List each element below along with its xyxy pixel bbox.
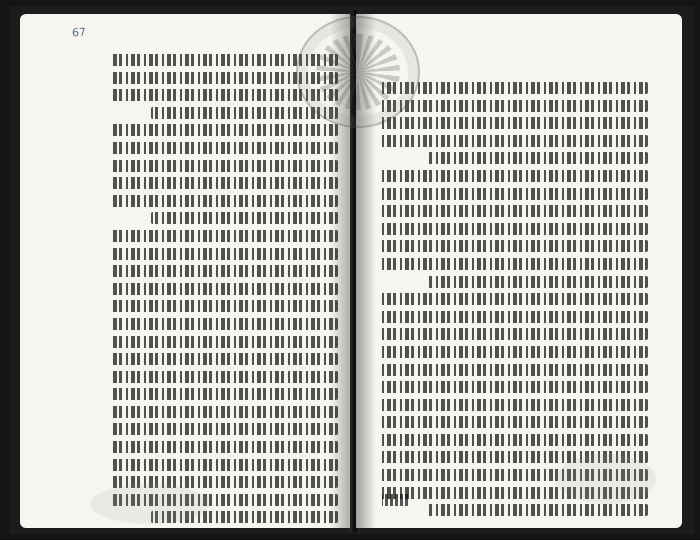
script-line <box>380 188 648 200</box>
script-line <box>110 459 338 471</box>
paper-stain <box>556 454 656 504</box>
script-line <box>380 205 648 217</box>
script-line <box>380 328 648 340</box>
script-line <box>380 223 648 235</box>
library-seal-stamp <box>296 16 420 128</box>
catchword <box>382 494 408 506</box>
manuscript-spread <box>10 6 694 534</box>
script-line <box>110 406 338 418</box>
script-line <box>110 142 338 154</box>
script-line <box>380 364 648 376</box>
script-line <box>380 346 648 358</box>
script-line <box>380 258 648 270</box>
script-line <box>380 311 648 323</box>
script-line <box>380 170 648 182</box>
folio-number: 67 <box>71 25 87 40</box>
script-line <box>110 177 338 189</box>
script-line <box>110 318 338 330</box>
script-line <box>380 82 648 94</box>
paper-stain <box>90 484 210 524</box>
script-line <box>110 265 338 277</box>
script-line <box>110 283 338 295</box>
script-line <box>428 504 648 516</box>
script-line <box>110 230 338 242</box>
left-page-text <box>110 54 338 528</box>
script-line <box>380 293 648 305</box>
script-line <box>380 135 648 147</box>
script-line <box>110 195 338 207</box>
script-line <box>110 353 338 365</box>
script-line <box>380 117 648 129</box>
script-line <box>110 248 338 260</box>
script-line <box>380 434 648 446</box>
script-line <box>110 160 338 172</box>
script-line <box>110 371 338 383</box>
script-line <box>110 441 338 453</box>
script-line <box>110 423 338 435</box>
script-line <box>151 107 338 119</box>
script-line <box>380 381 648 393</box>
script-line <box>110 388 338 400</box>
script-line <box>110 336 338 348</box>
script-line <box>380 416 648 428</box>
script-line <box>428 152 648 164</box>
script-line <box>380 100 648 112</box>
script-line <box>110 300 338 312</box>
script-line <box>151 212 338 224</box>
script-line <box>380 240 648 252</box>
script-line <box>110 124 338 136</box>
script-line <box>380 399 648 411</box>
script-line <box>428 276 648 288</box>
